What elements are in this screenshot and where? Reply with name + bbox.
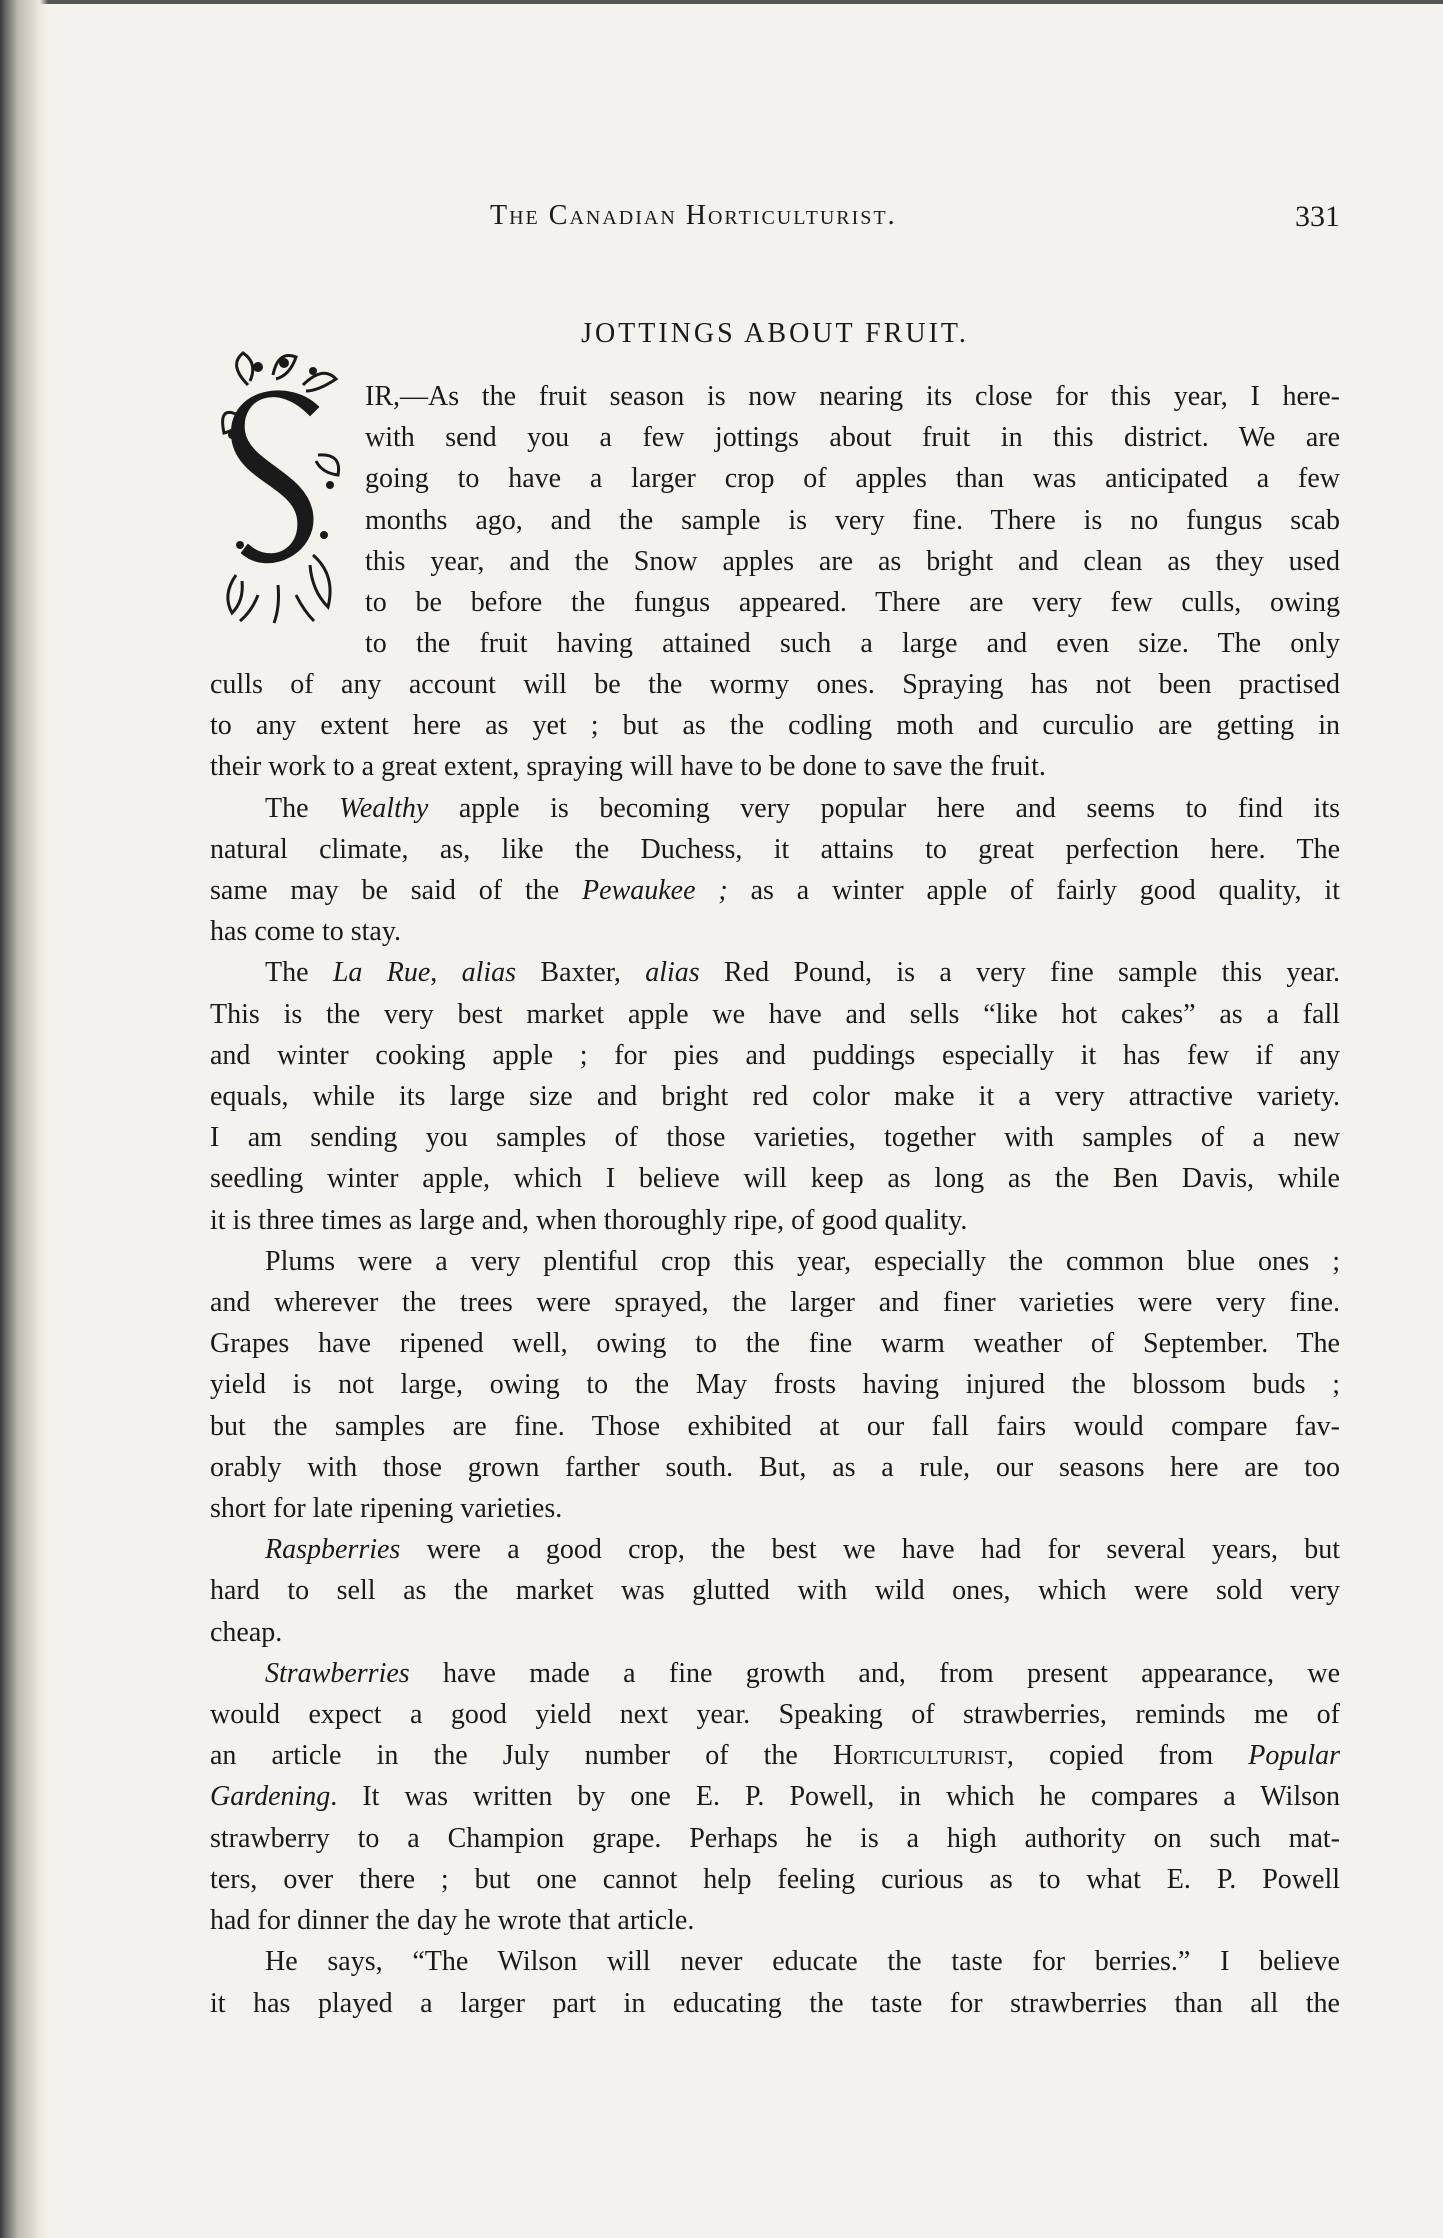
binding-edge	[0, 0, 48, 2238]
body-line: their work to a great extent, spraying will have to be done to save the fruit.	[210, 751, 1046, 783]
body-line: has come to stay.	[210, 916, 402, 948]
body-line: The Wealthy apple is becoming very popular here and seems to find its	[265, 792, 1340, 824]
body-line: seedling winter apple, which I believe will keep as long as the Ben Davis, while	[210, 1163, 1340, 1195]
publication-name: Horticulturist	[832, 1740, 1007, 1772]
lead-paragraph	[365, 376, 1340, 664]
body-line: equals, while its large size and bright red color make it a very attractive variety.	[210, 1081, 1340, 1113]
lead-line: IR,—As the fruit season is now nearing its close for this year, I here-	[365, 381, 1340, 412]
variety-name: Pewaukee ;	[582, 875, 728, 907]
variety-name: La Rue	[332, 957, 431, 989]
body-line: yield is not large, owing to the May frosts having injured the blossom buds ;	[210, 1369, 1340, 1401]
body-line: but the samples are fine. Those exhibited at our fall fairs would compare fav-	[210, 1410, 1340, 1442]
lead-line: going to have a larger crop of apples than was anticipated a few	[365, 463, 1340, 495]
body-line: it is three times as large and, when thoroughly ripe, of good quality.	[210, 1204, 968, 1236]
running-head: The Canadian Horticulturist.	[490, 200, 897, 231]
body-line: He says, “The Wilson will never educate the taste for berries.” I believe	[265, 1946, 1340, 1978]
body-line: orably with those grown farther south. But, as a rule, our seasons here are too	[210, 1451, 1340, 1483]
variety-name: Wealthy	[339, 792, 429, 824]
decorated-dropcap	[218, 345, 348, 625]
body-line: Grapes have ripened well, owing to the fine warm weather of September. The	[210, 1328, 1340, 1360]
body-line: same may be said of the Pewaukee ; as a winter apple of fairly good quality, it	[210, 875, 1340, 907]
body-line: strawberry to a Champion grape. Perhaps he is a high authority on such mat-	[210, 1822, 1340, 1854]
article-title: JOTTINGS ABOUT FRUIT.	[581, 318, 969, 349]
publication-name: Gardening	[210, 1781, 331, 1813]
body-line: natural climate, as, like the Duchess, it attains to great perfection here. The	[210, 833, 1340, 865]
page-header	[210, 200, 1340, 240]
body-line: Gardening. It was written by one E. P. Powell, in which he compares a Wilson	[210, 1781, 1340, 1813]
page-top-edge	[0, 0, 1443, 4]
dropcap-ornament-icon	[218, 345, 348, 625]
body-line: and winter cooking apple ; for pies and puddings especially it has few if any	[210, 1039, 1340, 1071]
body-line: short for late ripening varieties.	[210, 1493, 563, 1525]
body-line: cheap.	[210, 1616, 283, 1648]
body-line: culls of any account will be the wormy ones. Spraying has not been practised	[210, 669, 1340, 700]
body-line: The La Rue, alias Baxter, alias Red Pound, is a very fine sample this year.	[265, 957, 1341, 989]
body-line: an article in the July number of the Horticulturist, copied from Popular	[210, 1740, 1340, 1772]
page-number: 331	[1295, 200, 1340, 233]
publication-name: Popular	[1248, 1740, 1340, 1772]
body-line: Raspberries were a good crop, the best we have had for several years, but	[265, 1534, 1340, 1566]
lead-line: to be before the fungus appeared. There are very few culls, owing	[365, 587, 1340, 619]
body-line: had for dinner the day he wrote that article.	[210, 1905, 695, 1937]
lead-line: months ago, and the sample is very fine. There is no fungus scab	[365, 504, 1340, 536]
article-body	[210, 664, 1340, 2024]
fruit-name: Raspberries	[265, 1534, 401, 1566]
body-line: it has played a larger part in educating the taste for strawberries than all the	[210, 1987, 1340, 2019]
lead-line: with send you a few jottings about fruit in this district. We are	[365, 422, 1340, 454]
body-line: This is the very best market apple we have and sells “like hot cakes” as a fall	[210, 998, 1340, 1030]
body-line: Strawberries have made a fine growth and, from present appearance, we	[265, 1657, 1340, 1689]
body-line: would expect a good yield next year. Speaking of strawberries, reminds me of	[210, 1699, 1340, 1731]
body-line: hard to sell as the market was glutted with wild ones, which were sold very	[210, 1575, 1340, 1607]
body-line: Plums were a very plentiful crop this year, especially the common blue ones ;	[265, 1245, 1340, 1277]
body-line: ters, over there ; but one cannot help feeling curious as to what E. P. Powell	[210, 1863, 1340, 1895]
fruit-name: Strawberries	[265, 1657, 410, 1689]
body-line: and wherever the trees were sprayed, the larger and finer varieties were very fine.	[210, 1287, 1340, 1319]
lead-line: this year, and the Snow apples are as bright and clean as they used	[365, 545, 1340, 577]
lead-line: to the fruit having attained such a large and even size. The only	[365, 628, 1340, 660]
body-line: to any extent here as yet ; but as the codling moth and curculio are getting in	[210, 710, 1340, 742]
body-line: I am sending you samples of those varieties, together with samples of a new	[210, 1122, 1340, 1154]
